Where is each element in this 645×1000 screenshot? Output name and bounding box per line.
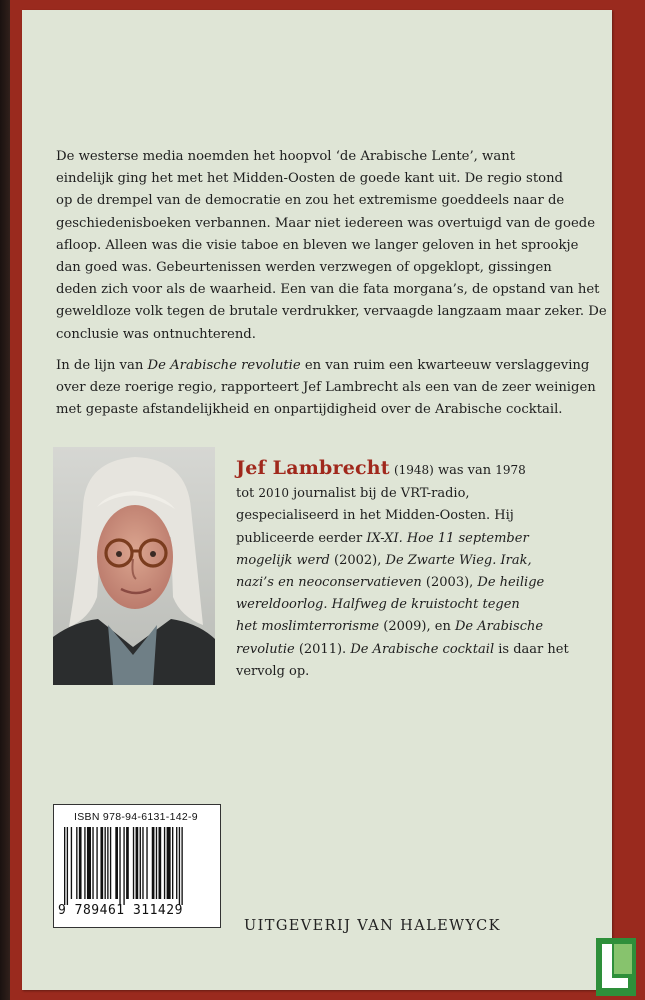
author-bio <box>236 457 569 683</box>
barcode-bar <box>164 827 165 899</box>
barcode-bar <box>110 827 111 899</box>
blurb-line: dan goed was. Gebeurtenissen werden verzwegen of opgeklopt, gissingen <box>56 260 552 276</box>
barcode-bar <box>123 827 124 905</box>
blurb-line: eindelijk ging het met het Midden-Oosten de goede kant uit. De regio stond <box>56 171 564 187</box>
watermark-logo <box>590 930 645 1000</box>
author-portrait-illustration <box>53 447 215 685</box>
barcode-bar <box>92 827 93 899</box>
barcode-bar <box>84 827 85 899</box>
blurb-paragraph-1 <box>56 146 607 346</box>
barcode-bar <box>156 827 157 899</box>
barcode-bar <box>115 827 118 899</box>
barcode-bars <box>60 827 214 907</box>
barcode-bar <box>67 827 68 905</box>
blurb-line: conclusie was ontnuchterend. <box>56 326 256 342</box>
barcode-bar <box>179 827 180 905</box>
barcode-bar <box>172 827 173 899</box>
barcode-bar <box>79 827 82 899</box>
ean-digits: 9 789461 311429 <box>58 903 183 918</box>
book-title-reference: De Arabische revolutie <box>147 358 301 373</box>
author-name: Jef Lambrecht <box>236 457 390 479</box>
barcode-bar <box>133 827 134 899</box>
bio-line: vervolg op. <box>236 663 310 679</box>
blurb-line: geweldloze volk tegen de brutale verdrukker, vervaagde langzaam maar zeker. De <box>56 304 607 320</box>
barcode-bar <box>64 827 65 905</box>
barcode-bar <box>159 827 162 899</box>
blurb-paragraph-2 <box>56 355 596 422</box>
blurb-line: geschiedenisboeken verbannen. Maar niet iedereen was overtuigd van de goede <box>56 215 595 231</box>
barcode-bar <box>96 827 97 899</box>
barcode-bar <box>107 827 108 899</box>
barcode-bar <box>176 827 177 899</box>
isbn-label: ISBN 978-94-6131-142-9 <box>74 811 198 823</box>
barcode-bar <box>142 827 143 899</box>
bio-line: tot 2010 journalist bij de VRT-radio, <box>236 486 470 502</box>
bio-line: publiceerde eerder IX-XI. Hoe 11 september <box>236 530 529 546</box>
barcode-bar <box>105 827 106 899</box>
barcode-bar <box>100 827 103 899</box>
barcode-bar <box>126 827 129 899</box>
blurb-line: op de drempel van de democratie en zou het extremisme goeddeels naar de <box>56 193 565 209</box>
blurb-line: In de lijn van De Arabische revolutie en van ruim een kwarteeuw verslaggeving <box>56 358 590 373</box>
bio-line: mogelijk werd (2002), De Zwarte Wieg. Irak, <box>236 552 532 568</box>
barcode-bar <box>71 827 72 899</box>
blurb-line: De westerse media noemden het hoopvol ‘de Arabische Lente’, want <box>56 149 515 164</box>
bio-line: het moslimterrorisme (2009), en De Arabische <box>236 619 544 635</box>
bio-line: gespecialiseerd in het Midden-Oosten. Hij <box>236 508 514 524</box>
barcode-bar <box>152 827 155 899</box>
isbn-barcode <box>53 804 221 928</box>
barcode-bar <box>119 827 120 905</box>
blurb-line: over deze roerige regio, rapporteert Jef Lambrecht als een van de zeer weinigen <box>56 380 596 396</box>
publisher-name: UITGEVERIJ VAN HALEWYCK <box>244 918 501 934</box>
barcode-bar <box>167 827 171 899</box>
blurb-line: afloop. Alleen was die visie taboe en bleven we langer geloven in het sprookje <box>56 237 579 253</box>
bio-line: Jef Lambrecht (1948) was van 1978 <box>236 457 526 479</box>
blurb-line: deden zich voor als de waarheid. Een van die fata morgana’s, de opstand van het <box>56 282 600 298</box>
author-birth-year: (1948) <box>393 463 434 477</box>
bio-line: nazi’s en neoconservatieven (2003), De heilige <box>236 575 545 591</box>
bio-line: revolutie (2011). De Arabische cocktail is daar het <box>236 641 569 657</box>
blurb-line: met gepaste afstandelijkheid en onpartijdigheid over de Arabische cocktail. <box>56 402 563 418</box>
barcode-bar <box>181 827 182 905</box>
barcode-bar <box>146 827 147 899</box>
author-photo <box>53 447 215 685</box>
barcode-bar <box>76 827 77 899</box>
barcode-bar <box>136 827 139 899</box>
bio-line: wereldoorlog. Halfweg de kruistocht tegen <box>236 597 520 613</box>
barcode-bar <box>140 827 141 899</box>
barcode-bar <box>87 827 91 899</box>
